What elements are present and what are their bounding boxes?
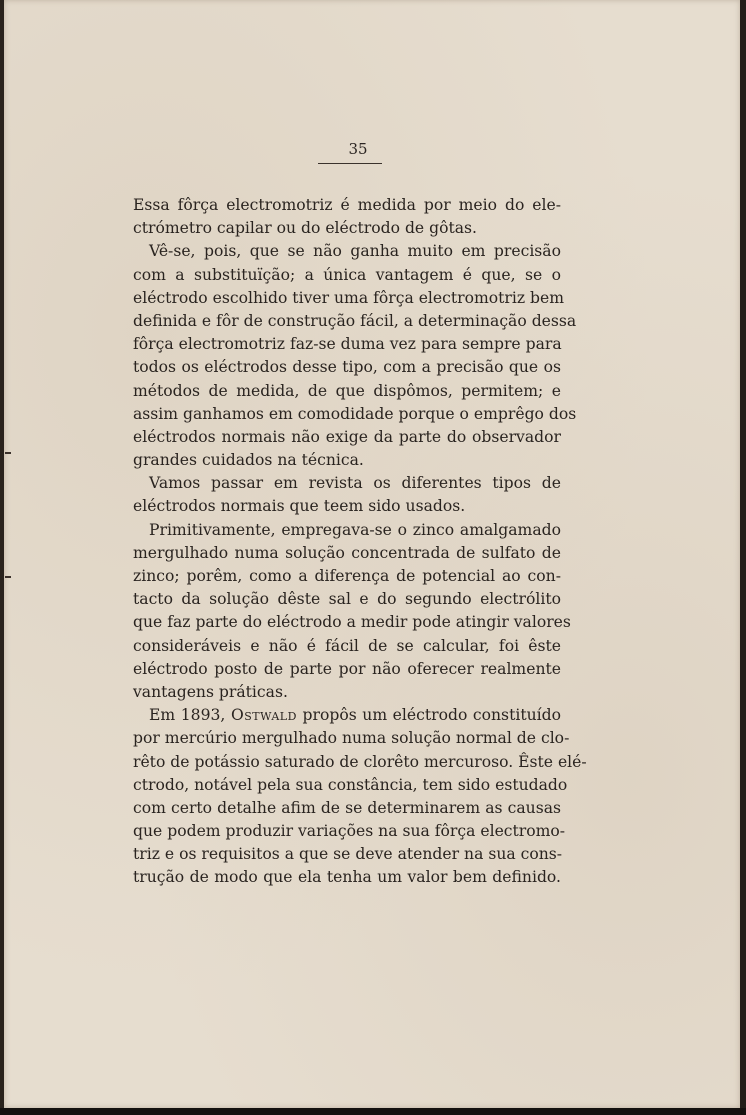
book-page — [4, 0, 740, 1108]
margin-mark — [5, 452, 11, 454]
text-line: zinco; porêm, como a diferença de potencial ao con- — [133, 567, 561, 585]
text-line: Vamos passar em revista os diferentes tipos de — [149, 474, 561, 493]
bottom-page-edge — [0, 1108, 746, 1115]
text-line: vantagens práticas. — [133, 682, 288, 701]
text-line: ctrómetro capilar ou do eléctrodo de gôtas. — [133, 219, 478, 238]
text-line: eléctrodos normais não exige da parte do observador — [133, 427, 561, 446]
text-line: mergulhado numa solução concentrada de sulfato de — [133, 543, 561, 562]
text-line: grandes cuidados na técnica. — [133, 451, 364, 470]
right-page-edge — [740, 0, 746, 1115]
text-line: métodos de medida, de que dispômos, permitem; e — [133, 381, 561, 400]
text-line: Vê-se, pois, que se não ganha muito em precisão — [149, 242, 561, 261]
text-line: rêto de potássio saturado de clorêto mercuroso. Êste elé- — [133, 752, 587, 771]
text-line — [133, 704, 561, 727]
text-line: todos os eléctrodos desse tipo, com a precisão que os — [133, 358, 561, 377]
text-line: definida e fôr de construção fácil, a determinação dessa — [133, 311, 577, 330]
text-line: com certo detalhe afim de se determinarem as causas — [133, 798, 561, 817]
body-text — [133, 194, 587, 890]
text-fragment: Em 1893, — [149, 706, 231, 725]
page-number-rule — [318, 163, 382, 164]
text-line: eléctrodos normais que teem sido usados. — [133, 497, 466, 516]
margin-mark — [5, 576, 11, 578]
text-fragment: propôs um eléctrodo constituído — [296, 706, 561, 725]
text-line: Primitivamente, empregava-se o zinco amalgamado — [149, 520, 561, 539]
text-line: eléctrodo posto de parte por não oferecer realmente — [133, 659, 561, 678]
text-line: que podem produzir variações na sua fôrça electromo- — [133, 822, 566, 841]
text-line: fôrça electromotriz faz-se duma vez para sempre para — [133, 335, 562, 354]
text-line: com a substituïção; a única vantagem é que, se o — [133, 265, 561, 284]
author-name: Ostwald — [230, 706, 297, 725]
text-line: que faz parte do eléctrodo a medir pode atingir valores — [133, 613, 571, 632]
text-line: tacto da solução dêste sal e do segundo electrólito — [133, 590, 561, 609]
text-line: triz e os requisitos a que se deve atender na sua cons- — [133, 845, 563, 864]
text-line: trução de modo que ela tenha um valor bem definido. — [133, 868, 561, 887]
text-line: eléctrodo escolhido tiver uma fôrça electromotriz bem — [133, 288, 565, 307]
text-line: por mercúrio mergulhado numa solução normal de clo- — [133, 729, 570, 748]
text-line: Essa fôrça electromotriz é medida por meio do ele- — [133, 196, 561, 214]
text-line: ctrodo, notável pela sua constância, tem sido estudado — [133, 775, 568, 794]
page-number: 35 — [348, 140, 368, 158]
text-line: consideráveis e não é fácil de se calcular, foi êste — [133, 636, 561, 655]
text-line: assim ganhamos em comodidade porque o emprêgo dos — [133, 404, 577, 423]
